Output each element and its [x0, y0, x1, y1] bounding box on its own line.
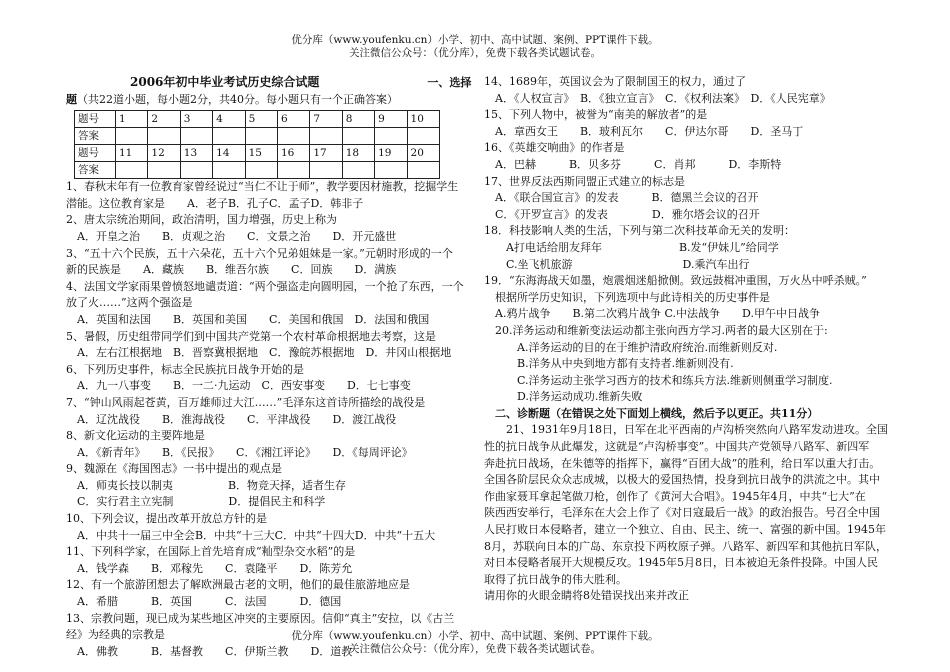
- answer-cell-11[interactable]: [116, 162, 148, 179]
- question-line: C.坐飞机旅游 D.乘汽车出行: [484, 257, 750, 271]
- table-cell: 3: [180, 111, 212, 128]
- question-line: A．中共十一届三中全会B．中共“十三大C．中共“十四大D．中共“十五大: [66, 528, 436, 542]
- question-line: 14、1689年，英国议会为了限制国王的权力，通过了: [484, 75, 746, 88]
- question-line: A．章西女王 B．玻利瓦尔 C．伊达尔哥 D．圣马丁: [484, 124, 804, 138]
- footer-line-1: 优分库（www.youfenku.cn）小学、初中、高中试题、案例、PPT课件下载。: [291, 630, 659, 642]
- answer-cell-15[interactable]: [245, 162, 277, 179]
- question-line: 4、法国文学家雨果曾愤怒地谴责道：“两个强盗走向圆明园，一个抢了东西，一个: [66, 279, 464, 293]
- table-cell: 13: [180, 145, 212, 162]
- passage-line: 取得了抗日战争的伟大胜利。: [484, 572, 627, 586]
- answer-cell-1[interactable]: [116, 128, 148, 145]
- question-line: A．佛教 B．基督教 C．伊斯兰教 D．道教: [66, 644, 353, 658]
- table-cell: 12: [148, 145, 180, 162]
- table-cell: 18: [342, 145, 374, 162]
- question-line: A．钱学森 B．邓稼先 C．袁隆平 D．陈芳允: [66, 561, 353, 575]
- page-header: [0, 34, 950, 60]
- question-line: C.洋务运动主张学习西方的技术和练兵方法.维新则侧重学习制度.: [484, 373, 833, 387]
- answer-cell-17[interactable]: [310, 162, 342, 179]
- question-line: A．开皇之治 B．贞观之治 C．文景之治 D．开元盛世: [66, 229, 397, 243]
- question-line: A.鸦片战争 B.第二次鸦片战争 C.中法战争 D.甲午中日战争: [484, 307, 820, 321]
- question-line: 18．科技影响人类的生活，下列与第二次科技革命无关的发明：: [484, 224, 795, 238]
- question-line: 6、下列历史事件，标志全民族抗日战争开始的是: [66, 362, 304, 376]
- header-line-2: 关注微信公众号：（优分库），免费下载各类试题试卷。: [349, 47, 601, 59]
- table-cell: 10: [407, 111, 439, 128]
- table-cell: 题号: [75, 145, 116, 162]
- answer-table-row: [75, 128, 440, 145]
- passage-line: 8月，苏联向日本的广岛、东京投下两枚原子弹。八路军、新四军和其他抗日军队，: [484, 539, 887, 553]
- question-line: A．《人权宣言》 B．《独立宣言》 C．《权利法案》 D．《人民宪章》: [484, 91, 831, 105]
- table-cell: 题号: [75, 111, 116, 128]
- question-line: A．辽沈战役 B．淮海战役 C．平津战役 D．渡江战役: [66, 412, 397, 426]
- question-line: 13、宗教问题，现已成为某些地区冲突的主要原因。信仰“真主”安拉，以《古兰: [66, 611, 455, 625]
- exam-title-line: [66, 74, 472, 92]
- question-line: 10、下列会议，提出改革开放总方针的是: [66, 512, 267, 526]
- footer-line-2: 关注微信公众号：（优分库），免费下载各类试题试卷。: [349, 643, 601, 655]
- table-cell: 1: [116, 111, 148, 128]
- question-line: 3、“五十六个民族，五十六朵花，五十六个兄弟姐妹是一家。”元朝时形成的一个: [66, 246, 453, 260]
- question-line: 放了火……”这两个强盗是: [66, 296, 193, 310]
- question-line: A打电话给朋友拜年 B.发“伊妹儿”给同学: [484, 240, 779, 254]
- question-line: C．《开罗宣言》的发表 D．雅尔塔会议的召开: [484, 207, 760, 221]
- question-line: B.洋务从中央到地方都有支持者.维新则没有.: [484, 357, 734, 371]
- table-cell: 4: [213, 111, 245, 128]
- table-cell: 答案: [75, 128, 116, 145]
- table-cell: 2: [148, 111, 180, 128]
- table-cell: 19: [375, 145, 407, 162]
- answer-cell-13[interactable]: [180, 162, 212, 179]
- answer-cell-4[interactable]: [213, 128, 245, 145]
- passage-line: 全国各阶层民众众志成城，以极大的爱国热情，投身到抗日战争的洪流之中。其中: [484, 473, 880, 487]
- table-cell: 15: [245, 145, 277, 162]
- question-line: A．《联合国宣言》的发表 B．德黑兰会议的召开: [484, 191, 759, 205]
- passage-line: 21、1931年9月18日，日军在北平西南的卢沟桥突然向八路军发动进攻。全国: [484, 423, 888, 437]
- question-line: A．师夷长技以制夷 B．物竞天择，适者生存: [66, 478, 347, 492]
- header-line-1: 优分库（www.youfenku.cn）小学、初中、高中试题、案例、PPT课件下载。: [291, 34, 659, 46]
- answer-cell-14[interactable]: [213, 162, 245, 179]
- right-column: [484, 74, 890, 605]
- table-cell: 9: [375, 111, 407, 128]
- question-line: 8、新文化运动的主要阵地是: [66, 429, 205, 443]
- question-line: A．英国和法国 B．英国和美国 C．美国和俄国 D．法国和俄国: [66, 312, 430, 326]
- table-cell: 7: [310, 111, 342, 128]
- table-cell: 11: [116, 145, 148, 162]
- question-line: A．九一八事变 B．一二·九运动 C．西安事变 D．七七事变: [66, 379, 411, 393]
- table-cell: 6: [277, 111, 309, 128]
- question-line: 2、唐太宗统治期间，政治清明，国力增强，历史上称为: [66, 213, 337, 227]
- table-cell: 16: [277, 145, 309, 162]
- passage-line: 陕西西安举行，毛泽东在大会上作了《对日寇最后一战》的政治报告。号召全中国: [484, 506, 880, 520]
- answer-cell-19[interactable]: [375, 162, 407, 179]
- page-footer: [0, 630, 950, 656]
- passage-line: 作曲家聂耳拿起笔做刀枪，创作了《黄河大合唱》。1945年4月，中共“七大”在: [484, 489, 866, 503]
- question-line: 潜能。这位教育家是 A．老子B．孔子C．孟子D．韩非子: [66, 196, 364, 210]
- answer-cell-7[interactable]: [310, 128, 342, 145]
- question-line: 1、春秋末年有一位教育家曾经说过“当仁不让于师”，教学要因材施教，挖掘学生: [66, 180, 459, 194]
- table-cell: 5: [245, 111, 277, 128]
- answer-table-row: [75, 162, 440, 179]
- answer-cell-8[interactable]: [342, 128, 374, 145]
- question-line: 11、下列科学家，在国际上首先培育成“籼型杂交水稻”的是: [66, 545, 356, 559]
- question-line: A．《新青年》 B．《民报》 C．《湘江评论》 D．《每周评论》: [66, 445, 413, 459]
- passage-line: 请用你的火眼金睛将8处错误找出来并改正: [484, 589, 689, 603]
- exam-title: 2006年初中毕业考试历史综合试题: [130, 75, 320, 89]
- question-line: 15、下列人物中，被誉为“南美的解放者”的是: [484, 108, 708, 122]
- answer-cell-20[interactable]: [407, 162, 439, 179]
- question-line: A．左右江根据地 B．晋察冀根据地 C．豫皖苏根据地 D．井冈山根据地: [66, 346, 452, 360]
- question-line: A．巴赫 B．贝多芬 C．肖邦 D．李斯特: [484, 157, 782, 171]
- question-line: 根据所学历史知识，下列选项中与此诗相关的历史事件是: [484, 290, 770, 304]
- left-questions: [66, 179, 468, 660]
- question-line: 9、魏源在《海国图志》一书中提出的观点是: [66, 462, 282, 476]
- answer-table-row: [75, 145, 440, 162]
- question-line: 20.洋务运动和维新变法运动都主张向西方学习.两者的最大区别在于:: [484, 323, 828, 337]
- question-line: D.洋务运动成功.维新失败: [484, 390, 643, 404]
- left-column: [66, 74, 472, 660]
- answer-cell-5[interactable]: [245, 128, 277, 145]
- answer-cell-12[interactable]: [148, 162, 180, 179]
- passage-line: 性的抗日战争从此爆发，这就是“卢沟桥事变”。中国共产党领导八路军、新四军: [484, 440, 870, 454]
- section2-heading: 二、诊断题（在错误之处下面划上横线，然后予以更正。共11分）: [484, 406, 819, 420]
- question-line: 7、“钟山风雨起苍黄，百万雄师过大江……”毛泽东这首诗所描绘的战役是: [66, 395, 426, 409]
- table-cell: 14: [213, 145, 245, 162]
- question-line: 5、暑假，历史组带同学们到中国共产党第一个农村革命根据地去考察，这是: [66, 329, 436, 343]
- answer-cell-6[interactable]: [277, 128, 309, 145]
- question-line: 17、世界反法西斯同盟正式建立的标志是: [484, 174, 685, 188]
- question-line: C．实行君主立宪制 D．提倡民主和科学: [66, 495, 326, 509]
- answer-table: [74, 110, 440, 179]
- answer-cell-2[interactable]: [148, 128, 180, 145]
- question-line: A．希腊 B．英国 C．法国 D．德国: [66, 595, 342, 609]
- question-line: 19．“东海海战天如墨，炮震烟迷船掀侧。致远鼓楫冲重围，万火丛中呼杀贼。”: [484, 274, 867, 288]
- question-line: A.洋务运动的目的在于维护清政府统治.而维新则反对.: [484, 340, 778, 354]
- answer-cell-16[interactable]: [277, 162, 309, 179]
- answer-cell-10[interactable]: [407, 128, 439, 145]
- question-line: 新的民族是 A．藏族 B．维吾尔族 C．回族 D．满族: [66, 263, 397, 277]
- answer-cell-9[interactable]: [375, 128, 407, 145]
- table-cell: 20: [407, 145, 439, 162]
- question-line: 16、《英雄交响曲》的作者是: [484, 141, 625, 155]
- section1-instructions: 题（共22道小题，每小题2分，共40分。每小题只有一个正确答案）: [66, 92, 398, 106]
- section1-heading: 一、选择: [427, 76, 472, 89]
- passage-line: 对日本侵略者展开大规模反攻。1945年5月8日，日本被迫无条件投降。中国人民: [484, 556, 878, 570]
- answer-cell-18[interactable]: [342, 162, 374, 179]
- table-cell: 8: [342, 111, 374, 128]
- passage-line: 人民打败日本侵略者，建立一个独立、自由、民主、统一、富强的新中国。1945年: [484, 523, 886, 537]
- answer-table-row: [75, 111, 440, 128]
- answer-cell-3[interactable]: [180, 128, 212, 145]
- passage-line: 奔赴抗日战场，在朱德等的指挥下，赢得“百团大战”的胜利，给日军以重大打击。: [484, 456, 881, 470]
- table-cell: 17: [310, 145, 342, 162]
- question-line: 12、有一个旅游团想去了解欧洲最古老的文明，他们的最佳旅游地应是: [66, 578, 410, 592]
- question-line: 经》为经典的宗教是: [66, 628, 165, 642]
- table-cell: 答案: [75, 162, 116, 179]
